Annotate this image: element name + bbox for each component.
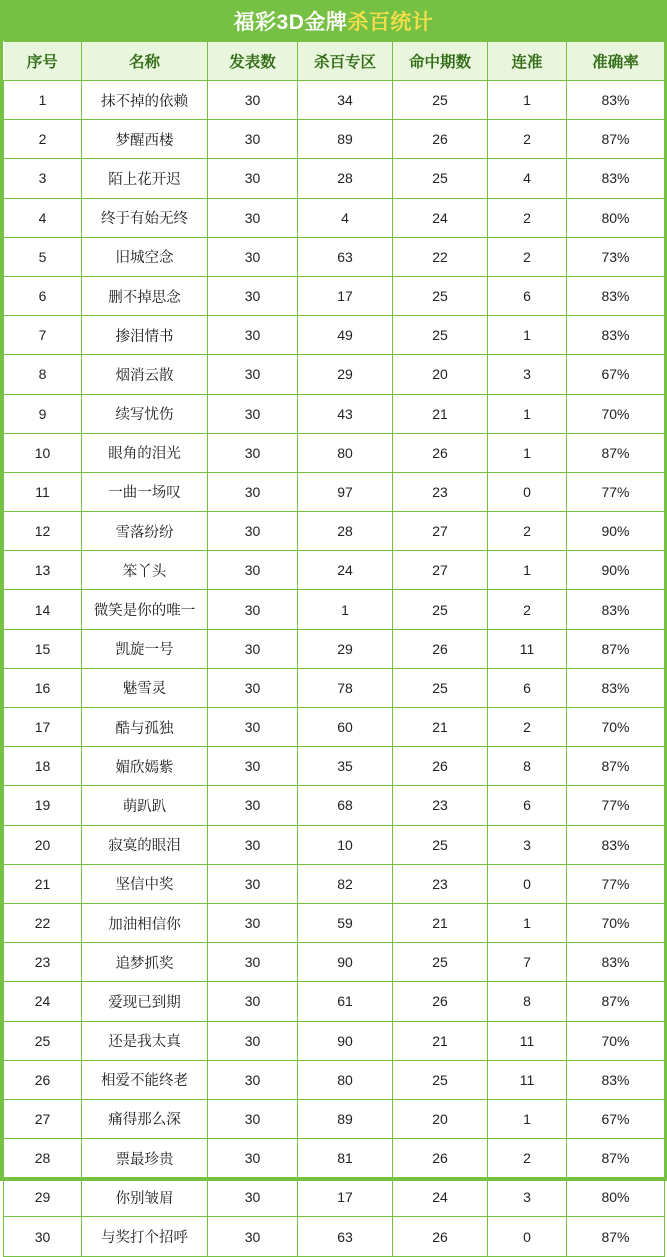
table-row bbox=[4, 81, 665, 120]
cell-post-count: 30 bbox=[208, 903, 298, 942]
cell-accuracy: 83% bbox=[567, 668, 665, 707]
cell-name: 相爱不能终老 bbox=[82, 1060, 208, 1099]
cell-hit-periods: 25 bbox=[393, 81, 488, 120]
cell-post-count: 30 bbox=[208, 159, 298, 198]
cell-accuracy: 90% bbox=[567, 512, 665, 551]
table-row bbox=[4, 237, 665, 276]
cell-zone: 82 bbox=[298, 864, 393, 903]
table-row bbox=[4, 159, 665, 198]
cell-post-count: 30 bbox=[208, 825, 298, 864]
cell-name: 坚信中奖 bbox=[82, 864, 208, 903]
table-row bbox=[4, 943, 665, 982]
title-bar bbox=[3, 3, 664, 41]
cell-zone: 80 bbox=[298, 1060, 393, 1099]
cell-hit-periods: 24 bbox=[393, 1178, 488, 1217]
cell-post-count: 30 bbox=[208, 786, 298, 825]
table-row bbox=[4, 433, 665, 472]
cell-index: 17 bbox=[4, 708, 82, 747]
cell-hit-periods: 26 bbox=[393, 747, 488, 786]
cell-post-count: 30 bbox=[208, 394, 298, 433]
cell-hit-periods: 20 bbox=[393, 355, 488, 394]
table-body bbox=[4, 81, 665, 1257]
cell-post-count: 30 bbox=[208, 276, 298, 315]
cell-streak: 1 bbox=[488, 1099, 567, 1138]
cell-index: 1 bbox=[4, 81, 82, 120]
cell-streak: 4 bbox=[488, 159, 567, 198]
cell-hit-periods: 25 bbox=[393, 159, 488, 198]
cell-zone: 1 bbox=[298, 590, 393, 629]
cell-zone: 59 bbox=[298, 903, 393, 942]
cell-hit-periods: 21 bbox=[393, 1021, 488, 1060]
cell-accuracy: 83% bbox=[567, 825, 665, 864]
cell-zone: 29 bbox=[298, 355, 393, 394]
cell-streak: 7 bbox=[488, 943, 567, 982]
column-header-name: 名称 bbox=[82, 42, 208, 81]
table-row bbox=[4, 1060, 665, 1099]
cell-index: 29 bbox=[4, 1178, 82, 1217]
cell-hit-periods: 23 bbox=[393, 472, 488, 511]
cell-post-count: 30 bbox=[208, 237, 298, 276]
column-header-streak: 连准 bbox=[488, 42, 567, 81]
cell-hit-periods: 25 bbox=[393, 825, 488, 864]
cell-name: 加油相信你 bbox=[82, 903, 208, 942]
cell-zone: 4 bbox=[298, 198, 393, 237]
cell-name: 删不掉思念 bbox=[82, 276, 208, 315]
cell-index: 30 bbox=[4, 1217, 82, 1256]
cell-index: 3 bbox=[4, 159, 82, 198]
cell-name: 还是我太真 bbox=[82, 1021, 208, 1060]
table-row bbox=[4, 864, 665, 903]
cell-index: 4 bbox=[4, 198, 82, 237]
cell-accuracy: 87% bbox=[567, 433, 665, 472]
cell-name: 旧城空念 bbox=[82, 237, 208, 276]
cell-accuracy: 83% bbox=[567, 316, 665, 355]
cell-hit-periods: 27 bbox=[393, 551, 488, 590]
cell-index: 9 bbox=[4, 394, 82, 433]
cell-hit-periods: 25 bbox=[393, 1060, 488, 1099]
cell-name: 微笑是你的唯一 bbox=[82, 590, 208, 629]
cell-hit-periods: 25 bbox=[393, 276, 488, 315]
cell-streak: 2 bbox=[488, 198, 567, 237]
cell-accuracy: 83% bbox=[567, 276, 665, 315]
cell-hit-periods: 21 bbox=[393, 903, 488, 942]
table-row bbox=[4, 472, 665, 511]
cell-index: 10 bbox=[4, 433, 82, 472]
cell-streak: 2 bbox=[488, 120, 567, 159]
cell-streak: 8 bbox=[488, 747, 567, 786]
cell-zone: 97 bbox=[298, 472, 393, 511]
cell-accuracy: 77% bbox=[567, 472, 665, 511]
cell-zone: 78 bbox=[298, 668, 393, 707]
cell-name: 萌趴趴 bbox=[82, 786, 208, 825]
cell-zone: 28 bbox=[298, 159, 393, 198]
cell-index: 27 bbox=[4, 1099, 82, 1138]
cell-post-count: 30 bbox=[208, 747, 298, 786]
cell-index: 12 bbox=[4, 512, 82, 551]
cell-hit-periods: 25 bbox=[393, 668, 488, 707]
table-row bbox=[4, 512, 665, 551]
cell-zone: 35 bbox=[298, 747, 393, 786]
cell-post-count: 30 bbox=[208, 1099, 298, 1138]
cell-index: 26 bbox=[4, 1060, 82, 1099]
table-row bbox=[4, 903, 665, 942]
cell-name: 眼角的泪光 bbox=[82, 433, 208, 472]
cell-post-count: 30 bbox=[208, 316, 298, 355]
cell-accuracy: 83% bbox=[567, 590, 665, 629]
cell-name: 寂寞的眼泪 bbox=[82, 825, 208, 864]
cell-name: 抹不掉的依赖 bbox=[82, 81, 208, 120]
table-header bbox=[4, 42, 665, 81]
cell-streak: 11 bbox=[488, 1021, 567, 1060]
cell-streak: 2 bbox=[488, 512, 567, 551]
cell-zone: 60 bbox=[298, 708, 393, 747]
cell-zone: 10 bbox=[298, 825, 393, 864]
cell-index: 6 bbox=[4, 276, 82, 315]
cell-name: 与奖打个招呼 bbox=[82, 1217, 208, 1256]
cell-streak: 11 bbox=[488, 629, 567, 668]
cell-accuracy: 80% bbox=[567, 198, 665, 237]
table-row bbox=[4, 786, 665, 825]
cell-streak: 1 bbox=[488, 433, 567, 472]
cell-name: 陌上花开迟 bbox=[82, 159, 208, 198]
table-row bbox=[4, 120, 665, 159]
cell-index: 18 bbox=[4, 747, 82, 786]
cell-streak: 0 bbox=[488, 472, 567, 511]
cell-streak: 1 bbox=[488, 316, 567, 355]
cell-hit-periods: 23 bbox=[393, 864, 488, 903]
table-row bbox=[4, 825, 665, 864]
cell-name: 一曲一场叹 bbox=[82, 472, 208, 511]
cell-post-count: 30 bbox=[208, 355, 298, 394]
cell-index: 5 bbox=[4, 237, 82, 276]
cell-accuracy: 77% bbox=[567, 864, 665, 903]
cell-hit-periods: 20 bbox=[393, 1099, 488, 1138]
column-header-accuracy: 准确率 bbox=[567, 42, 665, 81]
cell-name: 烟消云散 bbox=[82, 355, 208, 394]
table-row bbox=[4, 394, 665, 433]
cell-accuracy: 67% bbox=[567, 1099, 665, 1138]
cell-streak: 6 bbox=[488, 276, 567, 315]
cell-name: 掺泪情书 bbox=[82, 316, 208, 355]
table-row bbox=[4, 982, 665, 1021]
cell-hit-periods: 23 bbox=[393, 786, 488, 825]
cell-accuracy: 67% bbox=[567, 355, 665, 394]
column-header-post-count: 发表数 bbox=[208, 42, 298, 81]
cell-hit-periods: 21 bbox=[393, 708, 488, 747]
cell-streak: 6 bbox=[488, 786, 567, 825]
cell-index: 15 bbox=[4, 629, 82, 668]
cell-accuracy: 83% bbox=[567, 81, 665, 120]
cell-index: 2 bbox=[4, 120, 82, 159]
cell-post-count: 30 bbox=[208, 1217, 298, 1256]
cell-name: 笨丫头 bbox=[82, 551, 208, 590]
cell-post-count: 30 bbox=[208, 708, 298, 747]
table-row bbox=[4, 1099, 665, 1138]
cell-post-count: 30 bbox=[208, 433, 298, 472]
cell-streak: 6 bbox=[488, 668, 567, 707]
cell-name: 雪落纷纷 bbox=[82, 512, 208, 551]
cell-zone: 61 bbox=[298, 982, 393, 1021]
cell-index: 19 bbox=[4, 786, 82, 825]
cell-hit-periods: 25 bbox=[393, 590, 488, 629]
cell-streak: 11 bbox=[488, 1060, 567, 1099]
cell-index: 16 bbox=[4, 668, 82, 707]
cell-accuracy: 83% bbox=[567, 943, 665, 982]
cell-index: 7 bbox=[4, 316, 82, 355]
cell-post-count: 30 bbox=[208, 1060, 298, 1099]
cell-post-count: 30 bbox=[208, 982, 298, 1021]
cell-name: 酷与孤独 bbox=[82, 708, 208, 747]
cell-post-count: 30 bbox=[208, 864, 298, 903]
cell-hit-periods: 27 bbox=[393, 512, 488, 551]
cell-zone: 63 bbox=[298, 237, 393, 276]
table-row bbox=[4, 551, 665, 590]
cell-streak: 1 bbox=[488, 81, 567, 120]
cell-streak: 8 bbox=[488, 982, 567, 1021]
cell-hit-periods: 25 bbox=[393, 943, 488, 982]
cell-post-count: 30 bbox=[208, 943, 298, 982]
cell-streak: 0 bbox=[488, 1217, 567, 1256]
cell-name: 梦醒西楼 bbox=[82, 120, 208, 159]
cell-streak: 3 bbox=[488, 1178, 567, 1217]
cell-index: 24 bbox=[4, 982, 82, 1021]
cell-accuracy: 87% bbox=[567, 629, 665, 668]
cell-hit-periods: 26 bbox=[393, 1217, 488, 1256]
cell-post-count: 30 bbox=[208, 472, 298, 511]
column-header-index: 序号 bbox=[4, 42, 82, 81]
cell-hit-periods: 26 bbox=[393, 1139, 488, 1178]
cell-streak: 1 bbox=[488, 394, 567, 433]
cell-index: 20 bbox=[4, 825, 82, 864]
table-row bbox=[4, 590, 665, 629]
page-title-highlight: 杀百统计 bbox=[347, 10, 434, 34]
table-row bbox=[4, 198, 665, 237]
cell-post-count: 30 bbox=[208, 1021, 298, 1060]
column-header-hit-periods: 命中期数 bbox=[393, 42, 488, 81]
cell-accuracy: 87% bbox=[567, 747, 665, 786]
cell-post-count: 30 bbox=[208, 81, 298, 120]
cell-name: 票最珍贵 bbox=[82, 1139, 208, 1178]
cell-hit-periods: 25 bbox=[393, 316, 488, 355]
cell-zone: 17 bbox=[298, 1178, 393, 1217]
cell-name: 爱现已到期 bbox=[82, 982, 208, 1021]
cell-hit-periods: 26 bbox=[393, 433, 488, 472]
cell-post-count: 30 bbox=[208, 668, 298, 707]
page-title-prefix: 福彩3D金牌 bbox=[233, 10, 348, 34]
cell-zone: 24 bbox=[298, 551, 393, 590]
cell-zone: 81 bbox=[298, 1139, 393, 1178]
cell-post-count: 30 bbox=[208, 1139, 298, 1178]
cell-streak: 3 bbox=[488, 825, 567, 864]
cell-accuracy: 73% bbox=[567, 237, 665, 276]
cell-streak: 2 bbox=[488, 708, 567, 747]
cell-index: 8 bbox=[4, 355, 82, 394]
cell-name: 你别皱眉 bbox=[82, 1178, 208, 1217]
cell-name: 追梦抓奖 bbox=[82, 943, 208, 982]
cell-zone: 80 bbox=[298, 433, 393, 472]
cell-index: 11 bbox=[4, 472, 82, 511]
table-row bbox=[4, 1139, 665, 1178]
cell-zone: 17 bbox=[298, 276, 393, 315]
table-row bbox=[4, 276, 665, 315]
cell-zone: 34 bbox=[298, 81, 393, 120]
cell-index: 25 bbox=[4, 1021, 82, 1060]
cell-accuracy: 70% bbox=[567, 708, 665, 747]
cell-streak: 3 bbox=[488, 355, 567, 394]
cell-index: 21 bbox=[4, 864, 82, 903]
cell-name: 媚欣嫣紫 bbox=[82, 747, 208, 786]
cell-name: 痛得那么深 bbox=[82, 1099, 208, 1138]
cell-accuracy: 80% bbox=[567, 1178, 665, 1217]
cell-streak: 1 bbox=[488, 551, 567, 590]
cell-index: 23 bbox=[4, 943, 82, 982]
cell-streak: 2 bbox=[488, 237, 567, 276]
cell-name: 续写忧伤 bbox=[82, 394, 208, 433]
table-row bbox=[4, 1217, 665, 1256]
cell-post-count: 30 bbox=[208, 198, 298, 237]
cell-hit-periods: 26 bbox=[393, 629, 488, 668]
cell-name: 凯旋一号 bbox=[82, 629, 208, 668]
table-header-row bbox=[4, 42, 665, 81]
cell-zone: 90 bbox=[298, 943, 393, 982]
table-row bbox=[4, 316, 665, 355]
table-row bbox=[4, 1178, 665, 1217]
column-header-zone: 杀百专区 bbox=[298, 42, 393, 81]
cell-streak: 2 bbox=[488, 590, 567, 629]
cell-accuracy: 70% bbox=[567, 903, 665, 942]
table-row bbox=[4, 355, 665, 394]
table-row bbox=[4, 708, 665, 747]
cell-post-count: 30 bbox=[208, 590, 298, 629]
cell-accuracy: 83% bbox=[567, 159, 665, 198]
cell-zone: 49 bbox=[298, 316, 393, 355]
cell-zone: 43 bbox=[298, 394, 393, 433]
cell-hit-periods: 26 bbox=[393, 120, 488, 159]
cell-streak: 1 bbox=[488, 903, 567, 942]
table-row bbox=[4, 629, 665, 668]
cell-post-count: 30 bbox=[208, 512, 298, 551]
cell-name: 魅雪灵 bbox=[82, 668, 208, 707]
cell-accuracy: 87% bbox=[567, 982, 665, 1021]
cell-index: 14 bbox=[4, 590, 82, 629]
cell-index: 13 bbox=[4, 551, 82, 590]
stats-table bbox=[3, 41, 665, 1257]
cell-index: 22 bbox=[4, 903, 82, 942]
cell-accuracy: 77% bbox=[567, 786, 665, 825]
cell-streak: 0 bbox=[488, 864, 567, 903]
cell-accuracy: 87% bbox=[567, 1217, 665, 1256]
cell-post-count: 30 bbox=[208, 551, 298, 590]
cell-accuracy: 83% bbox=[567, 1060, 665, 1099]
cell-zone: 63 bbox=[298, 1217, 393, 1256]
cell-accuracy: 87% bbox=[567, 1139, 665, 1178]
cell-post-count: 30 bbox=[208, 1178, 298, 1217]
table-row bbox=[4, 1021, 665, 1060]
table-row bbox=[4, 747, 665, 786]
cell-accuracy: 70% bbox=[567, 1021, 665, 1060]
cell-accuracy: 70% bbox=[567, 394, 665, 433]
cell-accuracy: 90% bbox=[567, 551, 665, 590]
cell-post-count: 30 bbox=[208, 629, 298, 668]
table-row bbox=[4, 668, 665, 707]
cell-accuracy: 87% bbox=[567, 120, 665, 159]
cell-name: 终于有始无终 bbox=[82, 198, 208, 237]
cell-zone: 89 bbox=[298, 120, 393, 159]
cell-streak: 2 bbox=[488, 1139, 567, 1178]
cell-zone: 29 bbox=[298, 629, 393, 668]
cell-zone: 89 bbox=[298, 1099, 393, 1138]
cell-zone: 68 bbox=[298, 786, 393, 825]
cell-post-count: 30 bbox=[208, 120, 298, 159]
cell-hit-periods: 24 bbox=[393, 198, 488, 237]
cell-hit-periods: 21 bbox=[393, 394, 488, 433]
cell-zone: 28 bbox=[298, 512, 393, 551]
cell-index: 28 bbox=[4, 1139, 82, 1178]
cell-hit-periods: 26 bbox=[393, 982, 488, 1021]
cell-zone: 90 bbox=[298, 1021, 393, 1060]
page-title bbox=[234, 12, 434, 33]
cell-hit-periods: 22 bbox=[393, 237, 488, 276]
